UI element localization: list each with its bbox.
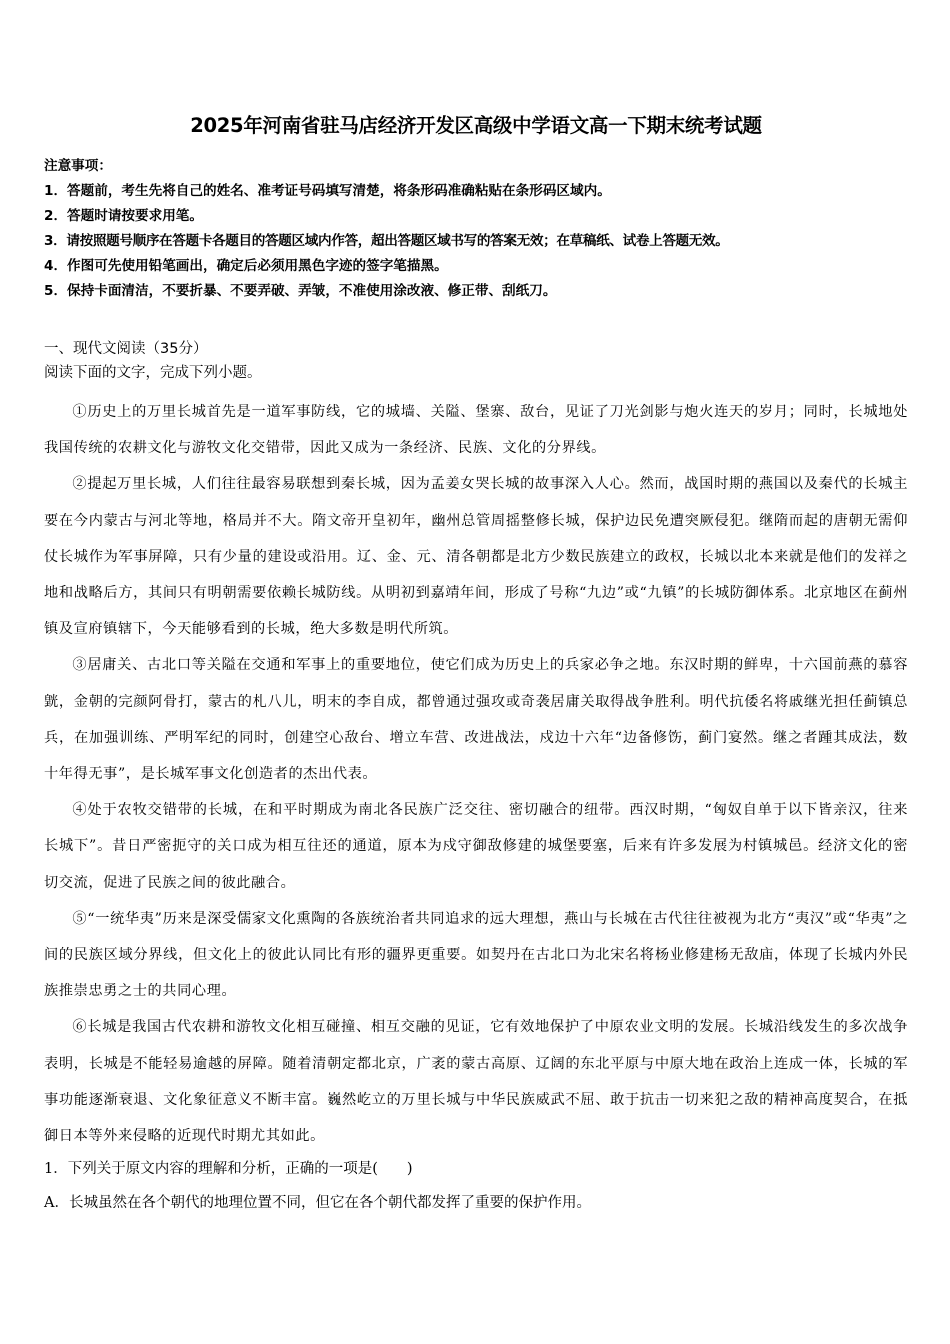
passage-paragraph: ⑥长城是我国古代农耕和游牧文化相互碰撞、相互交融的见证，它有效地保护了中原农业文明的发展。长城沿线发生的多次战争表明，长城是不能轻易逾越的屏障。随着清朝定都北京，广袤的蒙古高原、辽阔的东北平原与中原大地在政治上连成一体，长城的军事功能逐渐衰退、文化象征意义不断丰富。巍然屹立的万里长城与中华民族威武不屈、敢于抗击一切来犯之敌的精神高度契合，在抵御日本等外来侵略的近现代时期尤其如此。 xyxy=(44,1019,908,1145)
note-item: 1．答题前，考生先将自己的姓名、准考证号码填写清楚，将条形码准确粘贴在条形码区域内。 xyxy=(44,183,611,199)
question-stem: 1．下列关于原文内容的理解和分析，正确的一项是( ) xyxy=(44,1161,413,1178)
answer-option-a: A．长城虽然在各个朝代的地理位置不同，但它在各个朝代都发挥了重要的保护作用。 xyxy=(44,1195,591,1212)
reading-passage xyxy=(44,394,908,1154)
note-item: 4．作图可先使用铅笔画出，确定后必须用黑色字迹的签字笔描黑。 xyxy=(44,258,448,274)
passage-paragraph: ④处于农牧交错带的长城，在和平时期成为南北各民族广泛交往、密切融合的纽带。西汉时期，“匈奴自单于以下皆亲汉，往来长城下”。昔日严密扼守的关口成为相互往还的通道，原本为戍守御敌修建的城堡要塞，后来有许多发展为村镇城邑。经济文化的密切交流，促进了民族之间的彼此融合。 xyxy=(44,802,908,891)
exam-title: 2025年河南省驻马店经济开发区高级中学语文高一下期末统考试题 xyxy=(190,114,762,137)
note-item: 3．请按照题号顺序在答题卡各题目的答题区域内作答，超出答题区域书写的答案无效；在草稿纸、试卷上答题无效。 xyxy=(44,233,729,249)
section-instruction: 阅读下面的文字，完成下列小题。 xyxy=(44,365,262,381)
passage-paragraph: ③居庸关、古北口等关隘在交通和军事上的重要地位，使它们成为历史上的兵家必争之地。东汉时期的鲜卑，十六国前燕的慕容皝，金朝的完颜阿骨打，蒙古的札八儿，明末的李自成，都曾通过强攻或奇袭居庸关取得战争胜利。明代抗倭名将戚继光担任蓟镇总兵，在加强训练、严明军纪的同时，创建空心敌台、增立车营、改进战法，戍边十六年“边备修饬，蓟门宴然。继之者踵其成法，数十年得无事”，是长城军事文化创造者的杰出代表。 xyxy=(44,657,908,783)
passage-paragraph: ⑤“一统华夷”历来是深受儒家文化熏陶的各族统治者共同追求的远大理想，燕山与长城在古代往往被视为北方“夷汉”或“华夷”之间的民族区域分界线，但文化上的彼此认同比有形的疆界更重要。如契丹在古北口为北宋名将杨业修建杨无敌庙，体现了长城内外民族推崇忠勇之士的共同心理。 xyxy=(44,910,908,1000)
section-title: 一、现代文阅读（35分） xyxy=(44,341,208,357)
notes-heading: 注意事项： xyxy=(44,158,112,174)
notes-block xyxy=(44,154,908,304)
passage-paragraph: ①历史上的万里长城首先是一道军事防线，它的城墙、关隘、堡寨、敌台，见证了刀光剑影与炮火连天的岁月；同时，长城地处我国传统的农耕文化与游牧文化交错带，因此又成为一条经济、民族、文化的分界线。 xyxy=(44,404,908,457)
note-item: 2．答题时请按要求用笔。 xyxy=(44,208,203,224)
note-item: 5．保持卡面清洁，不要折暴、不要弄破、弄皱，不准使用涂改液、修正带、刮纸刀。 xyxy=(44,283,557,299)
exam-page xyxy=(44,0,908,1218)
passage-paragraph: ②提起万里长城，人们往往最容易联想到秦长城，因为孟姜女哭长城的故事深入人心。然而，战国时期的燕国以及秦代的长城主要在今内蒙古与河北等地，格局并不大。隋文帝开皇初年，幽州总管周摇整修长城，保护边民免遭突厥侵犯。继隋而起的唐朝无需仰仗长城作为军事屏障，只有少量的建设或沿用。辽、金、元、清各朝都是北方少数民族建立的政权，长城以北本来就是他们的发祥之地和战略后方，其间只有明朝需要依赖长城防线。从明初到嘉靖年间，形成了号称“九边”或“九镇”的长城防御体系。北京地区在蓟州镇及宣府镇辖下，今天能够看到的长城，绝大多数是明代所筑。 xyxy=(44,476,908,638)
